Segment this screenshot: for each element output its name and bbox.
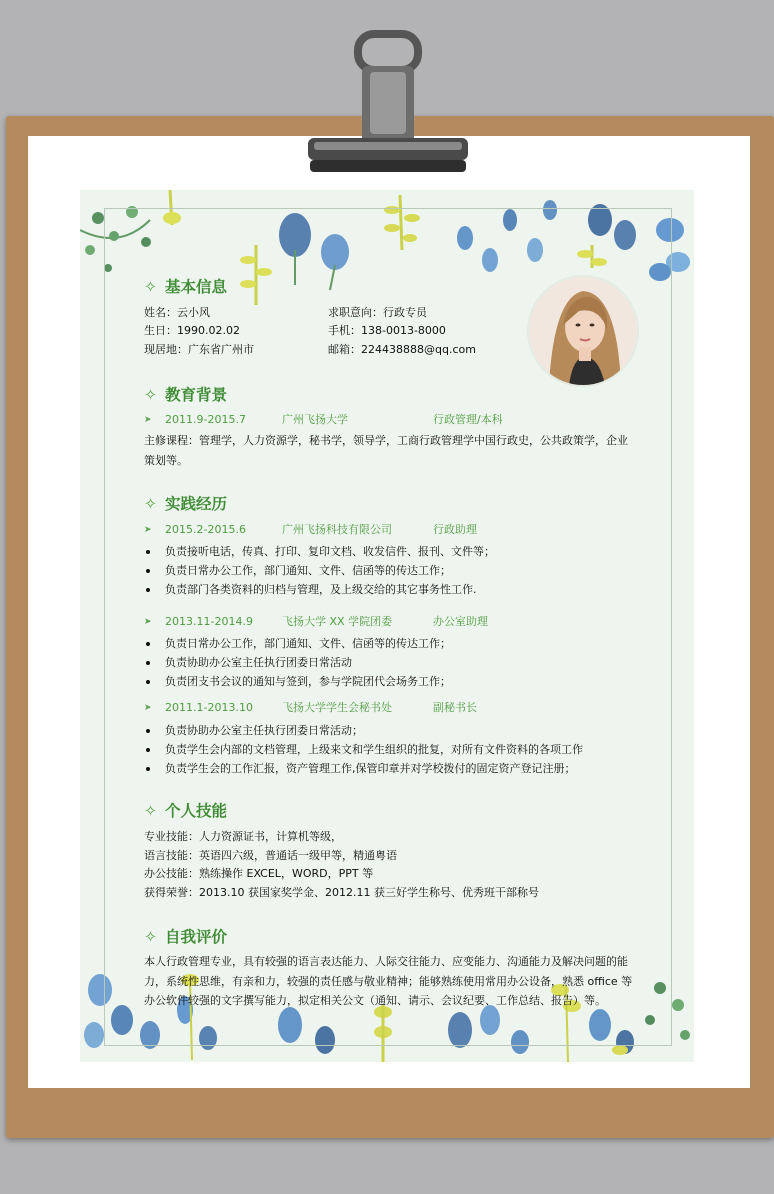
binder-clip-icon: [300, 26, 476, 176]
self-eval-line: 本人行政管理专业，具有较强的语言表达能力、人际交往能力、应变能力、沟通能力及解决问题的能: [144, 955, 628, 968]
edu-date: 2011.9-2015.7: [165, 413, 246, 426]
basic-residence: 现居地：广东省广州市: [144, 343, 254, 356]
basic-phone: 手机：138-0013-8000: [328, 324, 446, 337]
section-heading-self-eval: ✧ 自我评价: [144, 928, 228, 946]
exp-item: 负责协助办公室主任执行团委日常活动；: [165, 724, 363, 737]
edu-courses-line: 策划等。: [144, 454, 188, 467]
skill-line: 专业技能：人力资源证书，计算机等级，: [144, 830, 342, 843]
basic-name: 姓名：云小风: [144, 306, 210, 319]
skill-line: 语言技能：英语四六级，普通话一级甲等，精通粤语: [144, 849, 397, 862]
exp-item: 负责部门各类资料的归档与管理，及上级交给的其它事务性工作.: [165, 583, 477, 596]
exp-item: 负责日常办公工作，部门通知、文件、信函等的传达工作；: [165, 637, 451, 650]
avatar-illustration: [529, 277, 637, 385]
self-eval-line: 办公软件较强的文字撰写能力，拟定相关公文（通知、请示、会议纪要、工作总结、报告）等。: [144, 994, 606, 1007]
exp-date: 2015.2-2015.6: [165, 523, 246, 536]
exp-org: 飞扬大学 XX 学院团委: [282, 615, 393, 628]
self-eval-line: 力，系统性思维，有亲和力，较强的责任感与敬业精神；能够熟练使用常用办公设备，熟悉 office 等: [144, 975, 633, 988]
star-outline-icon: ✧: [144, 278, 157, 296]
bullet-dot-icon: [146, 642, 150, 646]
skill-line: 获得荣誉：2013.10 获国家奖学金、2012.11 获三好学生称号、优秀班干部称号: [144, 886, 539, 899]
bullet-dot-icon: [146, 550, 150, 554]
arrow-right-icon: ➤: [144, 525, 152, 535]
bullet-dot-icon: [146, 588, 150, 592]
arrow-right-icon: ➤: [144, 415, 152, 425]
section-heading-education: ✧ 教育背景: [144, 386, 228, 404]
star-outline-icon: ✧: [144, 928, 157, 946]
exp-item: 负责接听电话，传真、打印、复印文档、收发信件、报刊、文件等；: [165, 545, 495, 558]
edu-school: 广州飞扬大学: [282, 413, 348, 426]
exp-date: 2013.11-2014.9: [165, 615, 253, 628]
bullet-dot-icon: [146, 661, 150, 665]
arrow-right-icon: ➤: [144, 703, 152, 713]
star-outline-icon: ✧: [144, 386, 157, 404]
exp-role: 副秘书长: [433, 701, 477, 714]
exp-org: 飞扬大学学生会秘书处: [282, 701, 392, 714]
exp-item: 负责日常办公工作，部门通知、文件、信函等的传达工作；: [165, 564, 451, 577]
basic-birthday: 生日：1990.02.02: [144, 324, 240, 337]
exp-date: 2011.1-2013.10: [165, 701, 253, 714]
bullet-dot-icon: [146, 748, 150, 752]
star-outline-icon: ✧: [144, 495, 157, 513]
bullet-dot-icon: [146, 767, 150, 771]
bullet-dot-icon: [146, 680, 150, 684]
exp-role: 办公室助理: [433, 615, 488, 628]
section-heading-basic: ✧ 基本信息: [144, 278, 228, 296]
skill-line: 办公技能：熟练操作 EXCEL，WORD，PPT 等: [144, 867, 374, 880]
exp-item: 负责协助办公室主任执行团委日常活动: [165, 656, 352, 669]
exp-item: 负责团支书会议的通知与签到，参与学院团代会场务工作；: [165, 675, 451, 688]
exp-role: 行政助理: [433, 523, 477, 536]
section-heading-skills: ✧ 个人技能: [144, 802, 228, 820]
star-outline-icon: ✧: [144, 802, 157, 820]
bullet-dot-icon: [146, 729, 150, 733]
exp-item: 负责学生会的工作汇报，资产管理工作,保管印章并对学校拨付的固定资产登记注册；: [165, 762, 576, 775]
arrow-right-icon: ➤: [144, 617, 152, 627]
basic-email: 邮箱：224438888@qq.com: [328, 343, 476, 356]
profile-photo: [529, 277, 637, 385]
exp-org: 广州飞扬科技有限公司: [282, 523, 392, 536]
exp-item: 负责学生会内部的文档管理，上级来文和学生组织的批复，对所有文件资料的各项工作: [165, 743, 583, 756]
edu-major: 行政管理/本科: [433, 413, 503, 426]
bullet-dot-icon: [146, 569, 150, 573]
basic-job-intent: 求职意向：行政专员: [328, 306, 427, 319]
edu-courses-line: 主修课程：管理学，人力资源学，秘书学，领导学，工商行政管理学中国行政史，公共政策学，企业: [144, 434, 628, 447]
section-heading-practice: ✧ 实践经历: [144, 495, 228, 513]
